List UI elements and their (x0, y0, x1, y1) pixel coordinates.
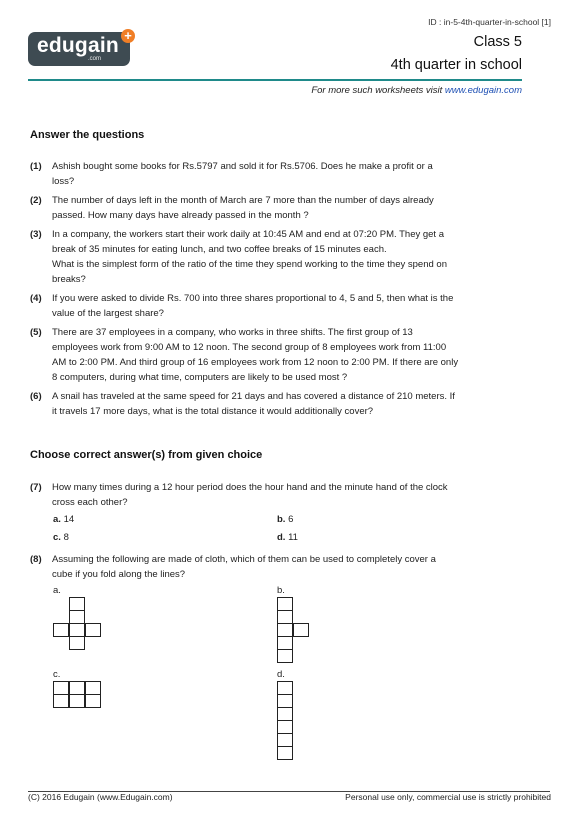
option-label: a. (53, 514, 61, 525)
question-text (52, 552, 500, 582)
question-text (52, 291, 500, 321)
net-square (277, 694, 293, 708)
net-square (53, 623, 69, 637)
question-4 (30, 291, 500, 321)
q7-option-d[interactable] (277, 532, 298, 543)
question-6 (30, 389, 500, 419)
question-line: Ashish bought some books for Rs.5797 and sold it for Rs.5706. Does he make a profit or a (52, 161, 433, 172)
edugain-logo[interactable] (28, 32, 130, 66)
net-square (69, 597, 85, 611)
worksheet-id: ID : in-5-4th-quarter-in-school [1] (428, 17, 551, 27)
question-line: A snail has traveled at the same speed for 21 days and has covered a distance of 210 meters. If (52, 391, 455, 402)
question-text (52, 389, 500, 419)
question-line: The number of days left in the month of March are 7 more than the number of days already (52, 195, 434, 206)
question-line: passed. How many days have already passed in the month ? (52, 210, 309, 221)
net-square (277, 746, 293, 760)
net-square (277, 610, 293, 624)
question-number: (5) (30, 327, 42, 338)
question-8 (30, 552, 500, 582)
question-line: What is the simplest form of the ratio of the time they spend working to the time they spend on (52, 259, 447, 270)
question-line: break of 35 minutes for eating lunch, and two coffee breaks of 15 minutes each. (52, 244, 387, 255)
net-square (277, 681, 293, 695)
net-square (69, 610, 85, 624)
question-line: it travels 17 more days, what is the total distance it would additionally cover? (52, 406, 374, 417)
question-line: There are 37 employees in a company, who works in three shifts. The first group of 13 (52, 327, 413, 338)
question-1 (30, 159, 500, 189)
q8-option-a-label[interactable]: a. (53, 585, 61, 596)
question-line: How many times during a 12 hour period does the hour hand and the minute hand of the clock (52, 482, 448, 493)
option-label: d. (277, 532, 286, 543)
question-line: cube if you fold along the lines? (52, 569, 186, 580)
net-square (85, 694, 101, 708)
option-label: c. (53, 532, 61, 543)
more-prefix: For more such worksheets visit (311, 85, 443, 96)
net-square (277, 597, 293, 611)
net-square (69, 694, 85, 708)
question-text (52, 193, 500, 223)
option-label: b. (277, 514, 286, 525)
question-line: cross each other? (52, 497, 128, 508)
option-value: 6 (288, 514, 294, 525)
question-number: (8) (30, 554, 42, 565)
net-square (277, 636, 293, 650)
section-heading-answer: Answer the questions (30, 129, 145, 141)
q8-option-c-label[interactable]: c. (53, 669, 61, 680)
question-line: loss? (52, 176, 75, 187)
net-square (69, 636, 85, 650)
question-line: AM to 2:00 PM. And third group of 16 employees work from 12 noon to 2:00 PM. If there are only (52, 357, 459, 368)
net-square (85, 623, 101, 637)
question-line: If you were asked to divide Rs. 700 into three shares proportional to 4, 5 and 5, then what is the (52, 293, 454, 304)
question-3 (30, 227, 500, 287)
edugain-link[interactable]: www.edugain.com (444, 85, 522, 96)
net-square (69, 623, 85, 637)
question-line: employees work from 9:00 AM to 12 noon. The second group of 8 employees work from 11:00 (52, 342, 447, 353)
question-7 (30, 480, 500, 510)
footer-usage-note: Personal use only, commercial use is strictly prohibited (345, 792, 551, 802)
option-value: 11 (288, 532, 298, 543)
q7-option-c[interactable] (53, 532, 69, 543)
question-2 (30, 193, 500, 223)
option-value: 8 (63, 532, 69, 543)
question-5 (30, 325, 500, 385)
option-value: 14 (63, 514, 75, 525)
question-text (52, 159, 500, 189)
more-worksheets-note (311, 85, 522, 96)
net-square (277, 733, 293, 747)
net-square (69, 681, 85, 695)
q7-option-a[interactable] (53, 514, 74, 525)
question-text (52, 227, 500, 287)
logo-wordmark: edugain (37, 34, 119, 57)
question-number: (1) (30, 161, 42, 172)
question-number: (6) (30, 391, 42, 402)
logo-plus-icon: + (121, 29, 135, 43)
question-number: (2) (30, 195, 42, 206)
question-text (52, 325, 500, 385)
question-line: breaks? (52, 274, 86, 285)
net-square (277, 707, 293, 721)
question-line: value of the largest share? (52, 308, 164, 319)
footer-copyright: (C) 2016 Edugain (www.Edugain.com) (28, 792, 173, 802)
net-square (53, 681, 69, 695)
header-divider (28, 79, 522, 81)
question-text (52, 480, 500, 510)
section-heading-choose: Choose correct answer(s) from given choice (30, 449, 263, 461)
topic-title: 4th quarter in school (390, 57, 522, 73)
question-line: In a company, the workers start their work daily at 10:45 AM and end at 07:20 PM. They get a (52, 229, 444, 240)
q8-option-d-label[interactable]: d. (277, 669, 285, 680)
net-square (85, 681, 101, 695)
net-square (53, 694, 69, 708)
net-square (277, 649, 293, 663)
question-line: Assuming the following are made of cloth, which of them can be used to completely cover a (52, 554, 436, 565)
logo-domain: .com (88, 56, 102, 62)
net-square (277, 623, 293, 637)
q8-option-b-label[interactable]: b. (277, 585, 285, 596)
question-number: (3) (30, 229, 42, 240)
question-number: (7) (30, 482, 42, 493)
q7-option-b[interactable] (277, 514, 293, 525)
question-number: (4) (30, 293, 42, 304)
net-square (277, 720, 293, 734)
net-square (293, 623, 309, 637)
class-title: Class 5 (473, 34, 522, 50)
question-line: 8 computers, during what time, computers are likely to be used most ? (52, 372, 348, 383)
